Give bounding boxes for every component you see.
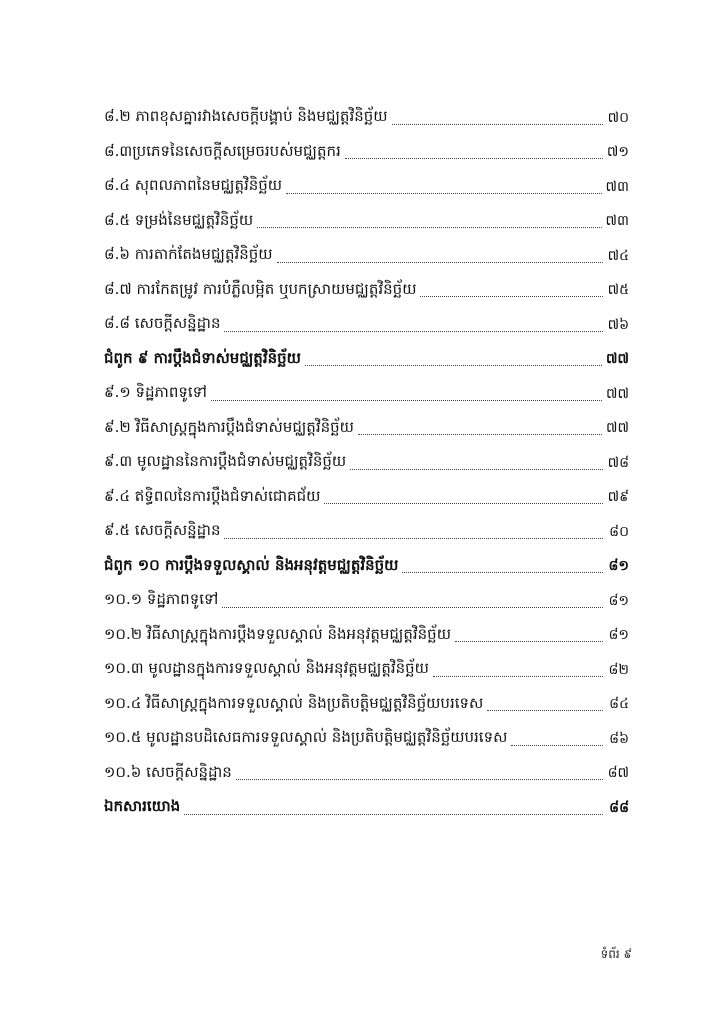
dot-leader <box>286 193 601 194</box>
dot-leader <box>392 124 603 125</box>
toc-entry-title: ៨.៨ សេចក្តីសន្និដ្ឋាន <box>104 314 222 336</box>
toc-entry-title: ៩.២ វិធីសាស្ត្រក្នុងការប្តឹងជំទាស់មជ្ឈត្តវិនិច្ឆ័យ <box>104 418 356 440</box>
dot-leader <box>420 296 603 297</box>
toc-entry-page: ៧៧ <box>604 418 629 439</box>
table-of-contents <box>104 101 629 826</box>
dot-leader <box>324 503 603 504</box>
toc-entry-page: ៧៤ <box>605 246 629 267</box>
toc-entry-page: ៧៧ <box>604 349 629 370</box>
dot-leader <box>257 227 601 228</box>
toc-entry[interactable] <box>104 412 629 447</box>
toc-entry-page: ៨៦ <box>605 729 629 750</box>
toc-entry-page: ៨១ <box>605 556 629 577</box>
toc-entry[interactable] <box>104 757 629 792</box>
toc-entry-title: ជំពូក ១០ ការប្តឹងទទួលស្គាល់ និងអនុវត្តមជ្ឈត្តវិនិច្ឆ័យ <box>104 556 400 578</box>
toc-entry[interactable] <box>104 791 629 826</box>
toc-entry[interactable] <box>104 274 629 309</box>
toc-entry[interactable] <box>104 446 629 481</box>
toc-entry-page: ៨៧ <box>605 763 629 784</box>
dot-leader <box>345 158 603 159</box>
toc-entry-title: ១០.១ ទិដ្ឋភាពទូទៅ <box>104 590 220 612</box>
toc-entry[interactable] <box>104 343 629 378</box>
toc-entry-page: ៨០ <box>605 522 629 543</box>
toc-entry-title: ជំពូក ៩ ការប្តឹងជំទាស់មជ្ឈត្តវិនិច្ឆ័យ <box>104 349 303 371</box>
dot-leader <box>511 745 603 746</box>
toc-entry-page: ៨១ <box>605 625 629 646</box>
toc-entry-page: ៧០ <box>605 108 629 129</box>
toc-entry[interactable] <box>104 722 629 757</box>
toc-entry-title: ៩.៤ ឥទ្ធិពលនៃការប្តឹងជំទាស់ជោគជ័យ <box>104 487 322 509</box>
toc-entry-title: ៨.៤ សុពលភាពនៃមជ្ឈត្តវិនិច្ឆ័យ <box>104 176 284 198</box>
toc-entry-page: ៨៤ <box>605 694 629 715</box>
toc-entry-title: ១០.៤ វិធីសាស្ត្រក្នុងការទទួលស្គាល់ និងប្រតិបត្តិមជ្ឈត្តវិនិច្ឆ័យបរទេស <box>104 694 485 716</box>
toc-entry-page: ៧៥ <box>605 280 629 301</box>
dot-leader <box>224 538 603 539</box>
dot-leader <box>224 331 603 332</box>
toc-entry-page: ៧៦ <box>605 315 629 336</box>
dot-leader <box>455 641 603 642</box>
toc-entry[interactable] <box>104 653 629 688</box>
toc-entry-title: ១០.៣ មូលដ្ឋានក្នុងការទទួលស្គាល់ និងអនុវត្តមជ្ឈត្តវិនិច្ឆ័យ <box>104 659 431 681</box>
toc-entry-page: ៧៩ <box>605 487 629 508</box>
toc-entry-page: ៨៨ <box>605 798 629 819</box>
dot-leader <box>211 400 602 401</box>
dot-leader <box>350 469 603 470</box>
dot-leader <box>305 365 602 366</box>
toc-entry-title: ឯកសារយោង <box>104 797 182 819</box>
toc-entry-title: ១០.២ វិធីសាស្ត្រក្នុងការប្តឹងទទួលស្គាល់ និងអនុវត្តមជ្ឈត្តវិនិច្ឆ័យ <box>104 625 453 647</box>
toc-entry[interactable] <box>104 481 629 516</box>
toc-entry[interactable] <box>104 550 629 585</box>
page-number-footer: ទំព័រ ៩ <box>600 947 632 961</box>
toc-entry[interactable] <box>104 377 629 412</box>
toc-entry-title: ១០.៥ មូលដ្ឋានបដិសេធការទទួលស្គាល់ និងប្រតិបត្តិមជ្ឈត្តវិនិច្ឆ័យបរទេស <box>104 728 509 750</box>
toc-entry[interactable] <box>104 136 629 171</box>
toc-entry-title: ៨.៣ប្រភេទនៃសេចក្តីសម្រេចរបស់មជ្ឈត្តករ <box>104 142 343 164</box>
dot-leader <box>487 710 603 711</box>
dot-leader <box>236 779 603 780</box>
toc-entry[interactable] <box>104 619 629 654</box>
toc-entry[interactable] <box>104 205 629 240</box>
toc-entry-title: ៨.២ ភាពខុសគ្នារវាងសេចក្តីបង្គាប់ និងមជ្ឈត្តវិនិច្ឆ័យ <box>104 107 390 129</box>
toc-entry[interactable] <box>104 688 629 723</box>
dot-leader <box>358 434 602 435</box>
toc-entry-title: ៨.៧ ការកែតម្រូវ ការបំភ្លឺលម្អិត ឬបកស្រាយមជ្ឈត្តវិនិច្ឆ័យ <box>104 280 418 302</box>
toc-entry-title: ៨.៦ ការតាក់តែងមជ្ឈត្តវិនិច្ឆ័យ <box>104 245 275 267</box>
dot-leader <box>433 676 603 677</box>
dot-leader <box>222 607 603 608</box>
toc-entry[interactable] <box>104 515 629 550</box>
toc-entry-page: ៨២ <box>605 660 629 681</box>
toc-entry-page: ៨១ <box>605 591 629 612</box>
toc-entry[interactable] <box>104 584 629 619</box>
dot-leader <box>402 572 603 573</box>
toc-entry[interactable] <box>104 239 629 274</box>
toc-entry-title: ៩.៥ សេចក្តីសន្និដ្ឋាន <box>104 521 222 543</box>
toc-entry-page: ៧១ <box>605 142 629 163</box>
toc-entry-page: ៧៣ <box>604 211 629 232</box>
toc-entry-page: ៧៨ <box>605 453 629 474</box>
toc-entry-title: ១០.៦ សេចក្តីសន្និដ្ឋាន <box>104 763 234 785</box>
toc-entry-title: ៩.៣ មូលដ្ឋាននៃការប្តឹងជំទាស់មជ្ឈត្តវិនិច្ឆ័យ <box>104 452 348 474</box>
toc-entry-page: ៧៣ <box>604 177 629 198</box>
toc-entry-page: ៧៧ <box>604 384 629 405</box>
dot-leader <box>184 814 603 815</box>
dot-leader <box>277 262 603 263</box>
toc-entry-title: ៨.៥ ទម្រង់នៃមជ្ឈត្តវិនិច្ឆ័យ <box>104 211 255 233</box>
toc-entry[interactable] <box>104 101 629 136</box>
toc-entry[interactable] <box>104 170 629 205</box>
toc-entry[interactable] <box>104 308 629 343</box>
toc-entry-title: ៩.១ ទិដ្ឋភាពទូទៅ <box>104 383 209 405</box>
